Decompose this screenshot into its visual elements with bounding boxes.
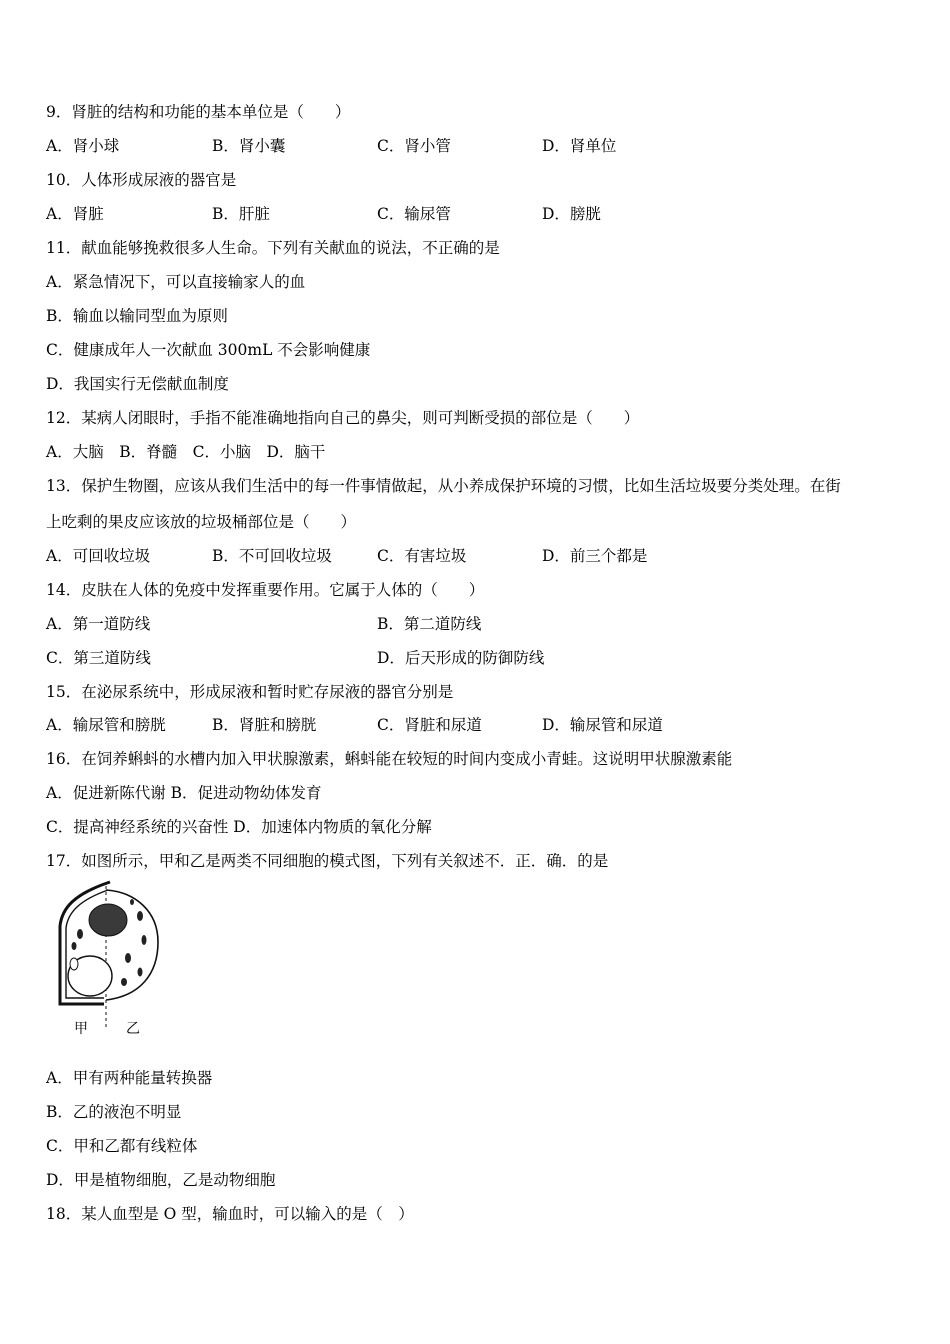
organelle-shape bbox=[137, 911, 143, 921]
question-13-stem-cont: 上吃剩的果皮应该放的垃圾桶部位是（ ） bbox=[46, 513, 357, 531]
q13-option-a[interactable]: A．可回收垃圾 bbox=[46, 547, 151, 565]
organelle-shape bbox=[142, 935, 147, 945]
q15-option-c[interactable]: C．肾脏和尿道 bbox=[377, 716, 482, 734]
q10-option-d[interactable]: D．膀胱 bbox=[542, 205, 601, 223]
q9-option-b[interactable]: B．肾小囊 bbox=[212, 137, 286, 155]
question-18-stem: 18．某人血型是 O 型，输血时，可以输入的是（ ） bbox=[46, 1205, 414, 1223]
small-vacuole-shape bbox=[70, 958, 78, 970]
organelle-shape bbox=[77, 929, 83, 939]
q17-option-c[interactable]: C．甲和乙都有线粒体 bbox=[46, 1137, 198, 1155]
q14-option-b[interactable]: B．第二道防线 bbox=[377, 615, 482, 633]
question-11-stem: 11．献血能够挽救很多人生命。下列有关献血的说法，不正确的是 bbox=[46, 239, 500, 257]
figure-label-yi: 乙 bbox=[126, 1021, 140, 1037]
q13-option-d[interactable]: D．前三个都是 bbox=[542, 547, 648, 565]
q15-option-b[interactable]: B．肾脏和膀胱 bbox=[212, 716, 317, 734]
organelle-shape bbox=[125, 953, 131, 963]
q14-option-d[interactable]: D．后天形成的防御防线 bbox=[377, 649, 545, 667]
q15-option-a[interactable]: A．输尿管和膀胱 bbox=[46, 716, 166, 734]
q14-option-c[interactable]: C．第三道防线 bbox=[46, 649, 151, 667]
question-16-stem: 16．在饲养蝌蚪的水槽内加入甲状腺激素，蝌蚪能在较短的时间内变成小青蛙。这说明甲状腺激素能 bbox=[46, 750, 733, 768]
q16-options-cd[interactable]: C．提高神经系统的兴奋性 D．加速体内物质的氧化分解 bbox=[46, 818, 432, 836]
cell-diagram bbox=[44, 878, 164, 1038]
q14-option-a[interactable]: A．第一道防线 bbox=[46, 615, 151, 633]
q11-option-d[interactable]: D．我国实行无偿献血制度 bbox=[46, 375, 229, 393]
q10-option-c[interactable]: C．输尿管 bbox=[377, 205, 451, 223]
q16-options-ab[interactable]: A．促进新陈代谢 B．促进动物幼体发育 bbox=[46, 784, 322, 802]
question-10-stem: 10．人体形成尿液的器官是 bbox=[46, 171, 237, 189]
question-9-stem: 9．肾脏的结构和功能的基本单位是（ ） bbox=[46, 103, 351, 121]
question-13-stem: 13．保护生物圈，应该从我们生活中的每一件事情做起，从小养成保护环境的习惯，比如生活垃圾要分类处理。在街 bbox=[46, 477, 841, 495]
q17-option-b[interactable]: B．乙的液泡不明显 bbox=[46, 1103, 182, 1121]
question-14-stem: 14．皮肤在人体的免疫中发挥重要作用。它属于人体的（ ） bbox=[46, 581, 485, 599]
q10-option-a[interactable]: A．肾脏 bbox=[46, 205, 104, 223]
q11-option-b[interactable]: B．输血以输同型血为原则 bbox=[46, 307, 228, 325]
cell-diagram-svg bbox=[44, 878, 164, 1038]
organelle-shape bbox=[72, 942, 77, 950]
q13-option-c[interactable]: C．有害垃圾 bbox=[377, 547, 467, 565]
q15-option-d[interactable]: D．输尿管和尿道 bbox=[542, 716, 663, 734]
q17-option-a[interactable]: A．甲有两种能量转换器 bbox=[46, 1069, 213, 1087]
question-17-stem: 17．如图所示，甲和乙是两类不同细胞的模式图，下列有关叙述不．正．确．的是 bbox=[46, 852, 609, 870]
q12-options[interactable]: A．大脑 B．脊髓 C．小脑 D．脑干 bbox=[46, 443, 326, 461]
q9-option-a[interactable]: A．肾小球 bbox=[46, 137, 120, 155]
organelle-shape bbox=[138, 968, 143, 977]
question-15-stem: 15．在泌尿系统中，形成尿液和暂时贮存尿液的器官分别是 bbox=[46, 683, 454, 701]
organelle-shape bbox=[130, 899, 134, 905]
q17-option-d[interactable]: D．甲是植物细胞，乙是动物细胞 bbox=[46, 1171, 276, 1189]
q13-option-b[interactable]: B．不可回收垃圾 bbox=[212, 547, 332, 565]
q10-option-b[interactable]: B．肝脏 bbox=[212, 205, 270, 223]
q9-option-d[interactable]: D．肾单位 bbox=[542, 137, 617, 155]
q11-option-c[interactable]: C．健康成年人一次献血 300mL 不会影响健康 bbox=[46, 341, 371, 359]
question-12-stem: 12．某病人闭眼时，手指不能准确地指向自己的鼻尖，则可判断受损的部位是（ ） bbox=[46, 409, 640, 427]
nucleus-shape bbox=[89, 904, 127, 936]
organelle-shape bbox=[121, 978, 127, 986]
q11-option-a[interactable]: A．紧急情况下，可以直接输家人的血 bbox=[46, 273, 306, 291]
q9-option-c[interactable]: C．肾小管 bbox=[377, 137, 451, 155]
figure-label-jia: 甲 bbox=[74, 1021, 88, 1037]
